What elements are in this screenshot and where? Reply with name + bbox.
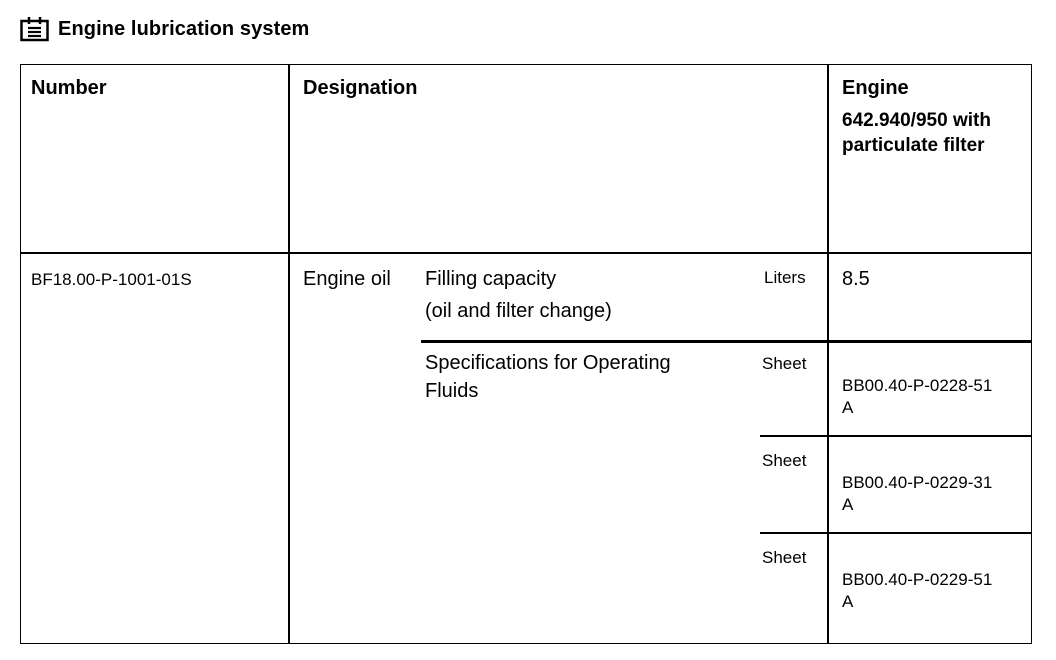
sheet-ref-1-suffix: A xyxy=(842,398,854,417)
sheet-divider-2 xyxy=(760,532,1031,534)
header-engine-model: 642.940/950 with xyxy=(842,110,991,131)
specification-table xyxy=(20,64,1032,644)
section-title: Engine lubrication system xyxy=(58,17,310,40)
column-divider-1 xyxy=(288,65,290,643)
header-divider xyxy=(21,252,1031,254)
header-designation: Designation xyxy=(303,77,418,99)
sheet-ref-3-suffix: A xyxy=(842,592,854,611)
fluid-specs-label: Specifications for Operating xyxy=(425,352,671,374)
filling-capacity-divider xyxy=(421,340,1031,343)
filling-capacity-unit: Liters xyxy=(764,268,806,287)
sheet-unit-3: Sheet xyxy=(762,548,807,567)
sheet-ref-2-suffix: A xyxy=(842,495,854,514)
sheet-ref-1: BB00.40-P-0228-51 xyxy=(842,376,993,395)
row-number: BF18.00-P-1001-01S xyxy=(31,270,192,289)
column-divider-2 xyxy=(827,65,829,643)
fluid-specs-sublabel: Fluids xyxy=(425,380,479,402)
row-designation: Engine oil xyxy=(303,268,391,290)
sheet-divider-1 xyxy=(760,435,1031,437)
header-engine-variant: particulate filter xyxy=(842,135,985,156)
filling-capacity-value: 8.5 xyxy=(842,268,870,290)
sheet-ref-3: BB00.40-P-0229-51 xyxy=(842,570,993,589)
sheet-unit-1: Sheet xyxy=(762,354,807,373)
sheet-ref-2: BB00.40-P-0229-31 xyxy=(842,473,993,492)
section-heading xyxy=(20,14,309,44)
header-number: Number xyxy=(31,77,107,99)
filling-capacity-sublabel: (oil and filter change) xyxy=(425,300,612,322)
header-engine: Engine xyxy=(842,77,909,99)
filling-capacity-label: Filling capacity xyxy=(425,268,557,290)
sheet-unit-2: Sheet xyxy=(762,451,807,470)
document-list-icon xyxy=(20,16,50,42)
